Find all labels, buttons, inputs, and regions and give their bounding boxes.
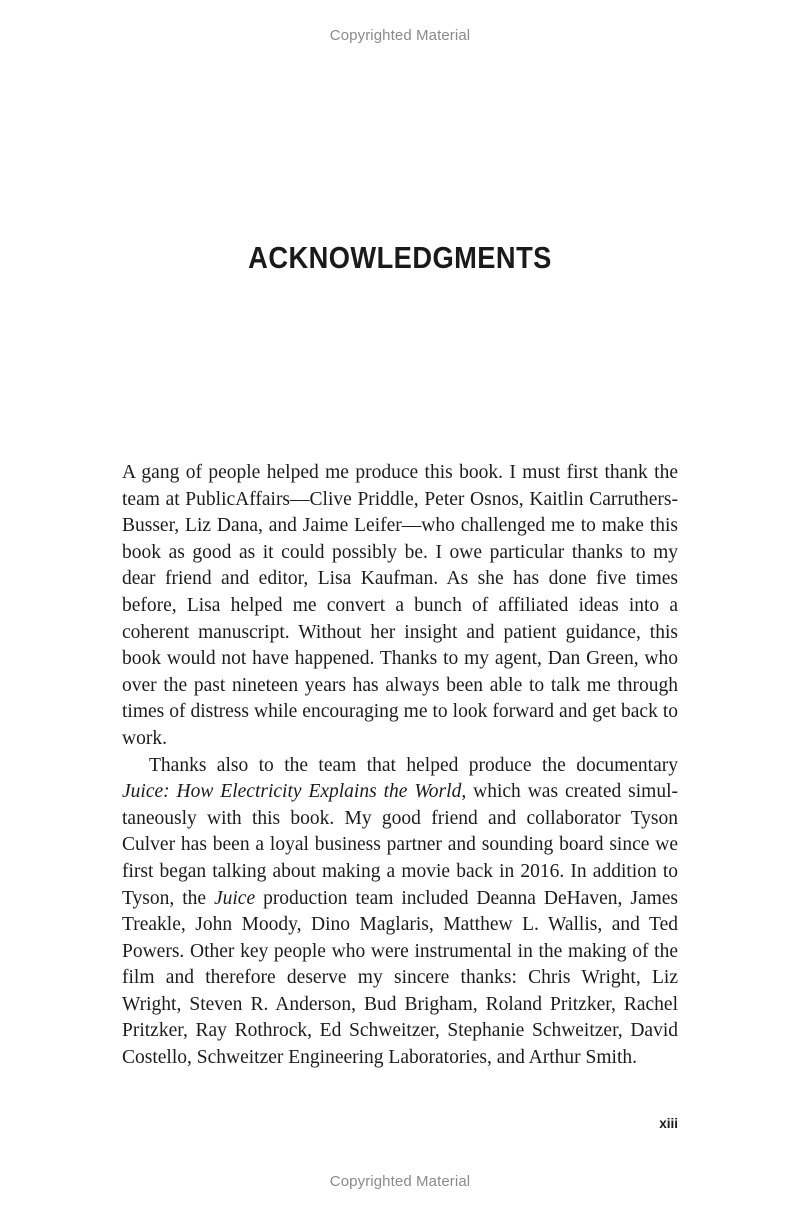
acknowledgments-body xyxy=(122,460,678,1072)
documentary-title: Juice: How Electricity Explains the World xyxy=(122,781,462,803)
paragraph-1 xyxy=(122,460,678,753)
paragraph-2-text-c: production team included Deanna DeHaven, James Treakle, John Moody, Dino Maglaris, Matthew L. Wallis, and Ted Powers. Other key people who were instrumental in the making of the film and therefore deserve my sincere thanks: Chris Wright, Liz Wright, Steven R. Anderson, Bud Brigham, Roland Pritzker, Rachel Pritzker, Ray Rothrock, Ed Schweitzer, Stephanie Schweitzer, David Costello, Schweitzer Engineering Laboratories, and Arthur Smith. xyxy=(122,887,679,1069)
documentary-short-title: Juice xyxy=(213,887,256,909)
page-number: xiii xyxy=(659,1116,678,1131)
paragraph-2-text-a: Thanks also to the team that helped produce the documentary xyxy=(149,754,678,776)
chapter-title: ACKNOWLEDGMENTS xyxy=(248,240,552,275)
paragraph-2-text-b: , which was created simultaneously with this book. My good friend and collaborator Tyson Culver has been a loyal business partner and sounding board since we first began talking about making a movie back in 2016. In addition to Tyson, the xyxy=(122,781,679,909)
paragraph-2 xyxy=(122,753,678,1072)
paragraph-1-text: A gang of people helped me produce this book. I must first thank the team at PublicAffairs—Clive Priddle, Peter Osnos, Kaitlin Carruthers-Busser, Liz Dana, and Jaime Leifer—who challenged me to make this book as good as it could possibly be. I owe particular thanks to my dear friend and editor, Lisa Kaufman. As she has done five times before, Lisa helped me convert a bunch of affiliated ideas into a coherent manuscript. Without her insight and patient guidance, this book would not have happened. Thanks to my agent, Dan Green, who over the past nineteen years has always been able to talk me through times of distress while encouraging me to look forward and get back to work. xyxy=(122,462,678,749)
copyright-watermark-bottom: Copyrighted Material xyxy=(329,1173,471,1190)
copyright-watermark-top: Copyrighted Material xyxy=(329,27,471,44)
